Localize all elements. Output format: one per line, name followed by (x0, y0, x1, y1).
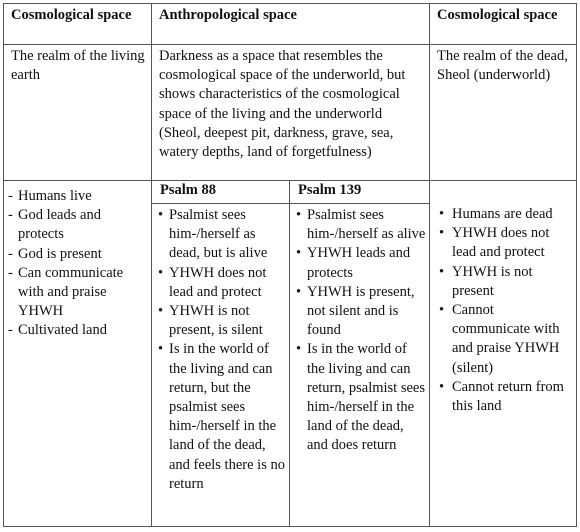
header-cosmological-living: Cosmological space (4, 4, 152, 45)
list-living (4, 181, 151, 341)
psalm-139-header: Psalm 139 (290, 181, 430, 204)
list-item: • YHWH does not lead and protect (435, 224, 574, 262)
description-row (4, 45, 577, 181)
description-anthropological: Darkness as a space that resembles the cosmological space of the underworld, but shows characteristics of the cosmological space of the living and the underworld (Sheol, deepest pit, darkness, grave, sea, watery depths, land of forgetfulness) (152, 45, 430, 181)
list-dead (430, 181, 576, 416)
list-item: - God leads and protects (8, 206, 149, 244)
list-item: • Psalmist sees him-/herself as alive (295, 206, 427, 244)
list-item: • YHWH is present, not silent and is found (295, 283, 427, 341)
list-item: • Cannot communicate with and praise YHWH (silent) (435, 301, 574, 378)
header-anthropological: Anthropological space (152, 4, 430, 45)
cell-psalm-88-list (152, 204, 290, 527)
description-living: The realm of the living earth (4, 45, 152, 181)
list-psalm-139 (290, 204, 429, 456)
list-item: - God is present (8, 245, 149, 264)
header-cosmological-dead: Cosmological space (430, 4, 577, 45)
cell-living-list (4, 181, 152, 527)
psalm-88-header: Psalm 88 (152, 181, 290, 204)
list-item: • Humans are dead (435, 205, 574, 224)
cell-psalm-139-list (290, 204, 430, 527)
list-item: • YHWH is not present, is silent (157, 302, 287, 340)
list-item: • Cannot return from this land (435, 378, 574, 416)
list-item: • YHWH leads and protects (295, 244, 427, 282)
list-item: • YHWH is not present (435, 263, 574, 301)
list-item: - Cultivated land (8, 321, 149, 340)
psalm-header-row (4, 181, 577, 204)
list-item: - Can communicate with and praise YHWH (8, 264, 149, 322)
list-psalm-88 (152, 204, 289, 494)
list-item: • YHWH does not lead and protect (157, 264, 287, 302)
comparison-table (3, 3, 577, 527)
list-item: - Humans live (8, 187, 149, 206)
list-item: • Is in the world of the living and can return, psalmist sees him-/herself in the land of the dead, and does return (295, 340, 427, 455)
cell-dead-list (430, 181, 577, 527)
list-item: • Psalmist sees him-/herself as dead, but is alive (157, 206, 287, 264)
header-row (4, 4, 577, 45)
list-item: • Is in the world of the living and can return, but the psalmist sees him-/herself in the land of the dead, and feels there is no return (157, 340, 287, 494)
description-dead: The realm of the dead, Sheol (underworld) (430, 45, 577, 181)
